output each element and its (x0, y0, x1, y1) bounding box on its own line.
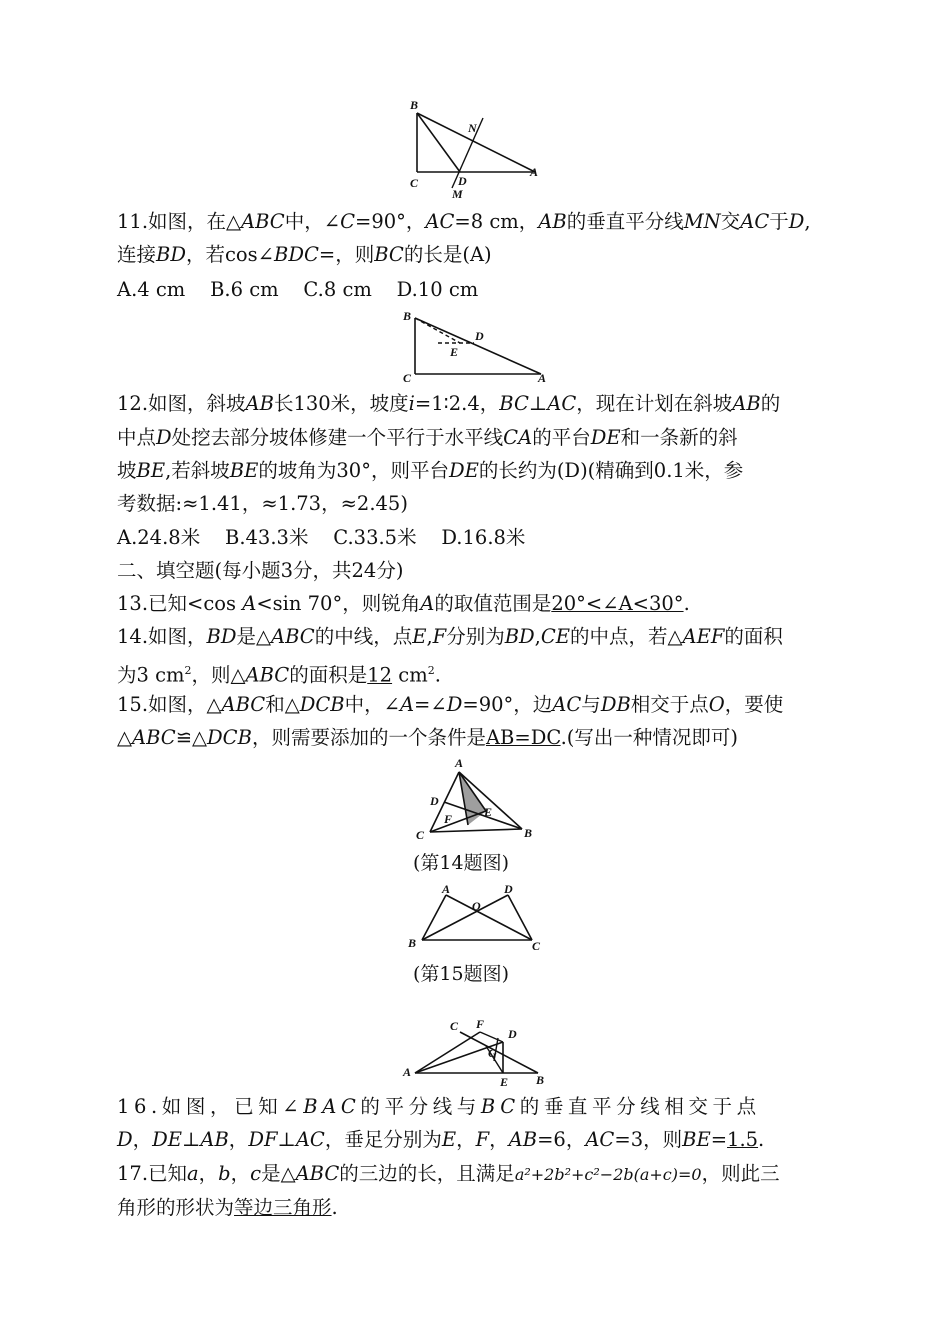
q16-label-b: B (536, 1073, 545, 1087)
q15-label-c: C (532, 939, 541, 953)
q15-stem-line2: △ABC≌△DCB，则需要添加的一个条件是AB=DC.(写出一种情况即可) (117, 726, 738, 749)
q11-label-n: N (468, 121, 477, 135)
q14-label-b: B (524, 826, 533, 840)
q11-stem-line1: 11.如图，在△ABC中，∠C=90°，AC=8 cm，AB的垂直平分线MN交AC于D, (117, 210, 811, 233)
q14-label-c: C (416, 828, 425, 842)
q12-label-c: C (403, 371, 412, 384)
q11-label-m: M (452, 187, 463, 201)
q15-label-d: D (504, 882, 513, 896)
q11-label-b: B (410, 98, 419, 112)
q14-answer: 12 (367, 663, 393, 687)
q11-label-a: A (530, 165, 539, 179)
q16-label-f: F (476, 1017, 485, 1031)
q11-options: A.4 cm B.6 cm C.8 cm D.10 cm (117, 278, 479, 301)
q11-stem-line2: 连接BD，若cos∠BDC=，则BC的长是(A) (117, 243, 492, 266)
q15-caption: (第15题图) (413, 963, 510, 985)
q17-answer: 等边三角形 (234, 1196, 332, 1219)
q11-label-c: C (410, 176, 419, 190)
q16-label-g: G (488, 1046, 497, 1060)
q17-stem-line2: 角形的形状为等边三角形. (117, 1196, 338, 1219)
q15-label-a: A (442, 882, 451, 896)
q14-label-a: A (455, 756, 464, 770)
q14-stem-line1: 14.如图，BD是△ABC的中线，点E,F分别为BD,CE的中点，若△AEF的面积 (117, 625, 783, 648)
q12-label-d: D (475, 329, 484, 343)
q14-label-e: E (484, 805, 493, 819)
q12-stem-line2: 中点D处挖去部分坡体修建一个平行于水平线CA的平台DE和一条新的斜 (117, 426, 738, 449)
q13-answer: 20°<∠A<30° (551, 592, 684, 615)
q14-label-d: D (430, 794, 439, 808)
q15-stem-line1: 15.如图，△ABC和△DCB中，∠A=∠D=90°，边AC与DB相交于点O，要使 (117, 693, 784, 716)
q15-label-o: O (472, 899, 481, 913)
q12-label-b: B (403, 309, 412, 323)
q12-stem-line3: 坡BE,若斜坡BE的坡角为30°，则平台DE的长约为(D)(精确到0.1米，参 (117, 459, 744, 482)
q16-answer: 1.5 (727, 1128, 759, 1151)
q16-stem-line1: 16.如图，已知∠BAC的平分线与BC的垂直平分线相交于点 (117, 1095, 761, 1118)
q12-label-e: E (450, 345, 459, 359)
q14-stem-line2: 为3 $cm^2$，则△ABC的面积是12 $cm^2$. (117, 663, 441, 687)
q14-figure (408, 756, 548, 844)
q14-caption: (第14题图) (413, 852, 510, 874)
q13-stem: 13.已知<cos A<sin 70°，则锐角A的取值范围是20°<∠A<30°. (117, 592, 690, 615)
q16-label-d: D (508, 1027, 517, 1041)
q17-stem-line1: 17.已知a，b，c是△ABC的三边的长，且满足a²+2b²+c²−2b(a+c)=0，则此三 (117, 1162, 780, 1185)
q15-label-b: B (408, 936, 417, 950)
q16-label-e: E (500, 1075, 509, 1088)
q12-figure (398, 306, 558, 384)
q16-figure (398, 1016, 558, 1088)
q16-stem-line2: D，DE⊥AB，DF⊥AC，垂足分别为E，F，AB=6，AC=3，则BE=1.5. (117, 1128, 765, 1151)
q16-label-a: A (403, 1065, 412, 1079)
q15-figure (402, 878, 552, 958)
q12-stem-line4: 考数据:≈1.41，≈1.73，≈2.45) (117, 492, 408, 515)
q15-answer: AB=DC (485, 726, 561, 749)
q16-label-c: C (450, 1019, 459, 1033)
q11-figure (400, 96, 550, 201)
q12-stem-line1: 12.如图，斜坡AB长130米，坡度i=1∶2.4，BC⊥AC，现在计划在斜坡AB的 (117, 392, 781, 415)
q12-label-a: A (538, 371, 547, 384)
q12-options: A.24.8米 B.43.3米 C.33.5米 D.16.8米 (117, 526, 526, 549)
q17-formula: a²+2b²+c²−2b(a+c)=0 (514, 1165, 702, 1184)
section-title-fill-in: 二、填空题(每小题3分，共24分) (117, 559, 404, 582)
q14-label-f: F (444, 812, 453, 826)
q11-label-d: D (458, 174, 467, 188)
